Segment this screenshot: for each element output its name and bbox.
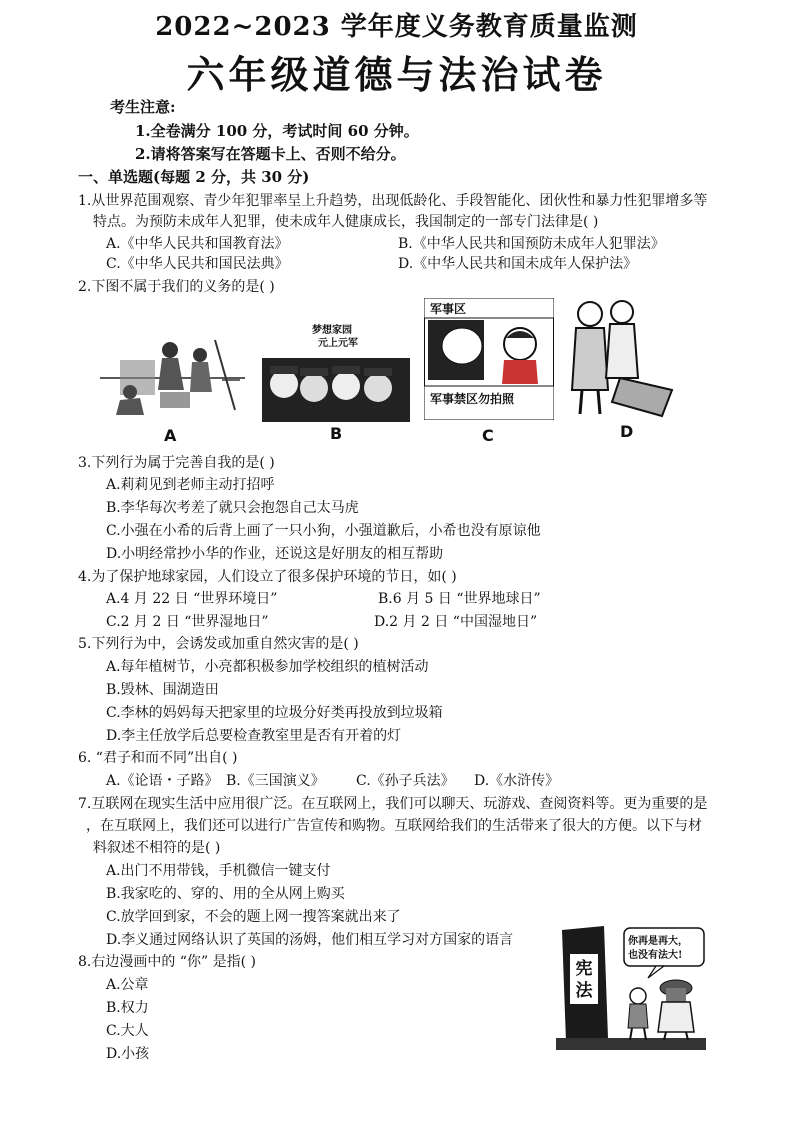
q1-option-b: B.《中华人民共和国预防未成年人犯罪法》: [398, 236, 665, 252]
q4-option-b: B.6 月 5 日 “世界地球日”: [378, 591, 541, 607]
q5-option-d: D.李主任放学后总要检查教室里是否有开着的灯: [106, 728, 402, 744]
q1-stem-line2: 特点。为预防未成年人犯罪，使未成年人健康成长，我国制定的一部专门法律是( ): [93, 214, 599, 230]
q1-stem-line1: 1.从世界范围观察、青少年犯罪率呈上升趋势，出现低龄化、手段智能化、团伙性和暴力性犯罪增多等: [78, 193, 708, 209]
q2-image-c-sign: 军事区: [430, 302, 467, 316]
exam-title-line1: 2022~2023 学年度义务教育质量监测: [155, 12, 638, 42]
notice-item-2: 2.请将答案写在答题卡上、否则不给分。: [135, 145, 406, 163]
q3-option-a: A.莉莉见到老师主动打招呼: [106, 477, 275, 493]
q2-label-c: C: [482, 426, 494, 445]
q7-option-d: D.李义通过网络认识了英国的汤姆，他们相互学习对方国家的语言: [106, 932, 514, 948]
q7-stem-line3: 料叙述不相符的是( ): [93, 840, 221, 856]
q6-option-a: A.《论语・子路》: [106, 773, 219, 789]
q6-option-b: B.《三国演义》: [226, 773, 325, 789]
q2-label-d: D: [620, 422, 634, 441]
q3-option-d: D.小明经常抄小华的作业，还说这是好朋友的相互帮助: [106, 546, 444, 562]
q2-image-b-caption1: 梦想家园: [312, 325, 352, 336]
q8-cartoon-book-label: 宪法: [575, 959, 593, 1001]
q7-option-b: B.我家吃的、穿的、用的全从网上购买: [106, 886, 345, 902]
q6-option-c: C.《孙子兵法》: [356, 773, 455, 789]
q7-option-a: A.出门不用带钱，手机微信一键支付: [106, 863, 331, 879]
q8-option-a: A.公章: [106, 977, 149, 993]
q8-option-d: D.小孩: [106, 1046, 150, 1062]
q3-option-b: B.李华每次考差了就只会抱怨自己太马虎: [106, 500, 359, 516]
q6-option-d: D.《水浒传》: [474, 773, 560, 789]
q8-option-b: B.权力: [106, 1000, 149, 1016]
q5-option-a: A.每年植树节，小亮都积极参加学校组织的植树活动: [106, 659, 429, 675]
q8-cartoon-speech-line1: 你再是再大，: [628, 936, 688, 947]
q7-stem-line2: ，在互联网上，我们还可以进行广告宣传和购物。互联网给我们的生活带来了很大的方便。以下与材: [86, 818, 702, 834]
q4-option-a: A.4 月 22 日 “世界环境日”: [106, 591, 278, 607]
q2-image-b-caption2: 元上元军: [318, 338, 358, 349]
q4-option-c: C.2 月 2 日 “世界湿地日”: [106, 614, 269, 630]
q2-image-c-caption: 军事禁区勿拍照: [430, 392, 515, 406]
q2-label-a: A: [164, 426, 177, 445]
q2-label-b: B: [330, 424, 343, 443]
q1-option-c: C.《中华人民共和国民法典》: [106, 256, 289, 272]
q3-stem: 3.下列行为属于完善自我的是( ): [78, 455, 275, 471]
q7-option-c: C.放学回到家，不会的题上网一搜答案就出来了: [106, 909, 401, 925]
q8-option-c: C.大人: [106, 1023, 149, 1039]
section-title: 一、单选题(每题 2 分，共 30 分): [78, 168, 310, 186]
q2-image-a: [100, 330, 245, 420]
q2-image-d: [562, 298, 682, 420]
q5-stem: 5.下列行为中，会诱发或加重自然灾害的是( ): [78, 636, 359, 652]
q2-stem: 2.下图不属于我们的义务的是( ): [78, 279, 275, 295]
q7-stem-line1: 7.互联网在现实生活中应用很广泛。在互联网上，我们可以聊天、玩游戏、查阅资料等。更为重要的是: [78, 796, 708, 812]
q5-option-b: B.毁林、围湖造田: [106, 682, 219, 698]
q5-option-c: C.李林的妈妈每天把家里的垃圾分好类再投放到垃圾箱: [106, 705, 443, 721]
q3-option-c: C.小强在小希的后背上画了一只小狗，小强道歉后，小希也没有原谅他: [106, 523, 541, 539]
q6-stem: 6. “君子和而不同”出自( ): [78, 750, 238, 766]
notice-label: 考生注意:: [110, 98, 176, 116]
notice-item-1: 1.全卷满分 100 分，考试时间 60 分钟。: [135, 122, 419, 140]
q8-stem: 8.右边漫画中的 “你” 是指( ): [78, 954, 256, 970]
exam-title-main: 六年级道德与法治试卷: [186, 52, 607, 97]
q4-stem: 4.为了保护地球家园，人们设立了很多保护环境的节日，如( ): [78, 569, 457, 585]
q1-option-d: D.《中华人民共和国未成年人保护法》: [398, 256, 638, 272]
q1-option-a: A.《中华人民共和国教育法》: [106, 236, 289, 252]
q8-cartoon-speech-line2: 也没有法大!: [628, 950, 683, 961]
q4-option-d: D.2 月 2 日 “中国湿地日”: [374, 614, 538, 630]
